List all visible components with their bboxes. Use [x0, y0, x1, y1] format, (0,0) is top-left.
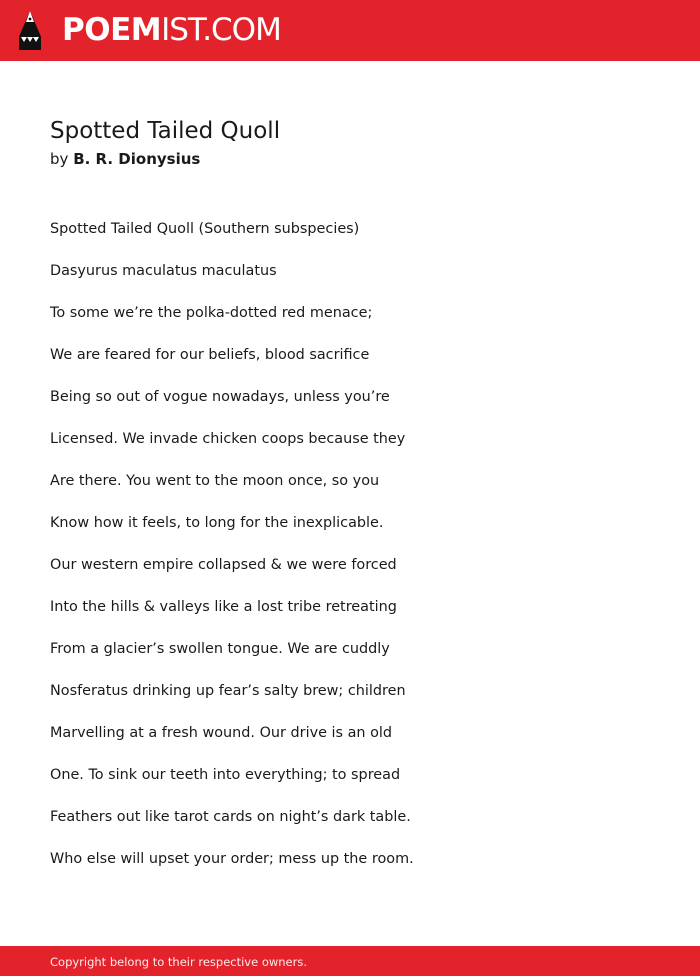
copyright-notice: Copyright belong to their respective owners.	[50, 955, 308, 969]
poem-line: We are feared for our beliefs, blood sacrifice	[50, 347, 370, 363]
by-label: by	[50, 150, 69, 168]
pen-nib-icon[interactable]	[17, 10, 43, 51]
poem-line: Know how it feels, to long for the inexplicable.	[50, 515, 384, 531]
poem-line: Feathers out like tarot cards on night’s dark table.	[50, 809, 411, 825]
poem-line: Spotted Tailed Quoll (Southern subspecies)	[50, 221, 360, 237]
poem-line: Dasyurus maculatus maculatus	[50, 263, 277, 279]
byline	[50, 148, 200, 170]
poem-line: From a glacier’s swollen tongue. We are cuddly	[50, 641, 390, 657]
poem-line: Nosferatus drinking up fear’s salty brew; children	[50, 683, 406, 699]
poem-line: Marvelling at a fresh wound. Our drive is an old	[50, 725, 393, 741]
poem-title: Spotted Tailed Quoll	[50, 118, 281, 144]
poem-line: Being so out of vogue nowadays, unless you’re	[50, 389, 390, 405]
poem-line: Licensed. We invade chicken coops because they	[50, 431, 406, 447]
poem-line: Are there. You went to the moon once, so you	[50, 473, 380, 489]
logo-light-text: IST.COM	[161, 12, 281, 48]
poem-line: To some we’re the polka-dotted red menace;	[50, 305, 373, 321]
poem-line: Into the hills & valleys like a lost tribe retreating	[50, 599, 397, 615]
site-header	[0, 0, 700, 61]
author-name: B. R. Dionysius	[73, 150, 201, 168]
poem-body	[50, 218, 650, 890]
site-logo[interactable]	[62, 12, 281, 48]
logo-bold-text: POEM	[62, 12, 162, 48]
site-footer	[0, 946, 700, 976]
poem-line: Who else will upset your order; mess up the room.	[50, 851, 414, 867]
poem-line: Our western empire collapsed & we were forced	[50, 557, 397, 573]
poem-line: One. To sink our teeth into everything; to spread	[50, 767, 401, 783]
